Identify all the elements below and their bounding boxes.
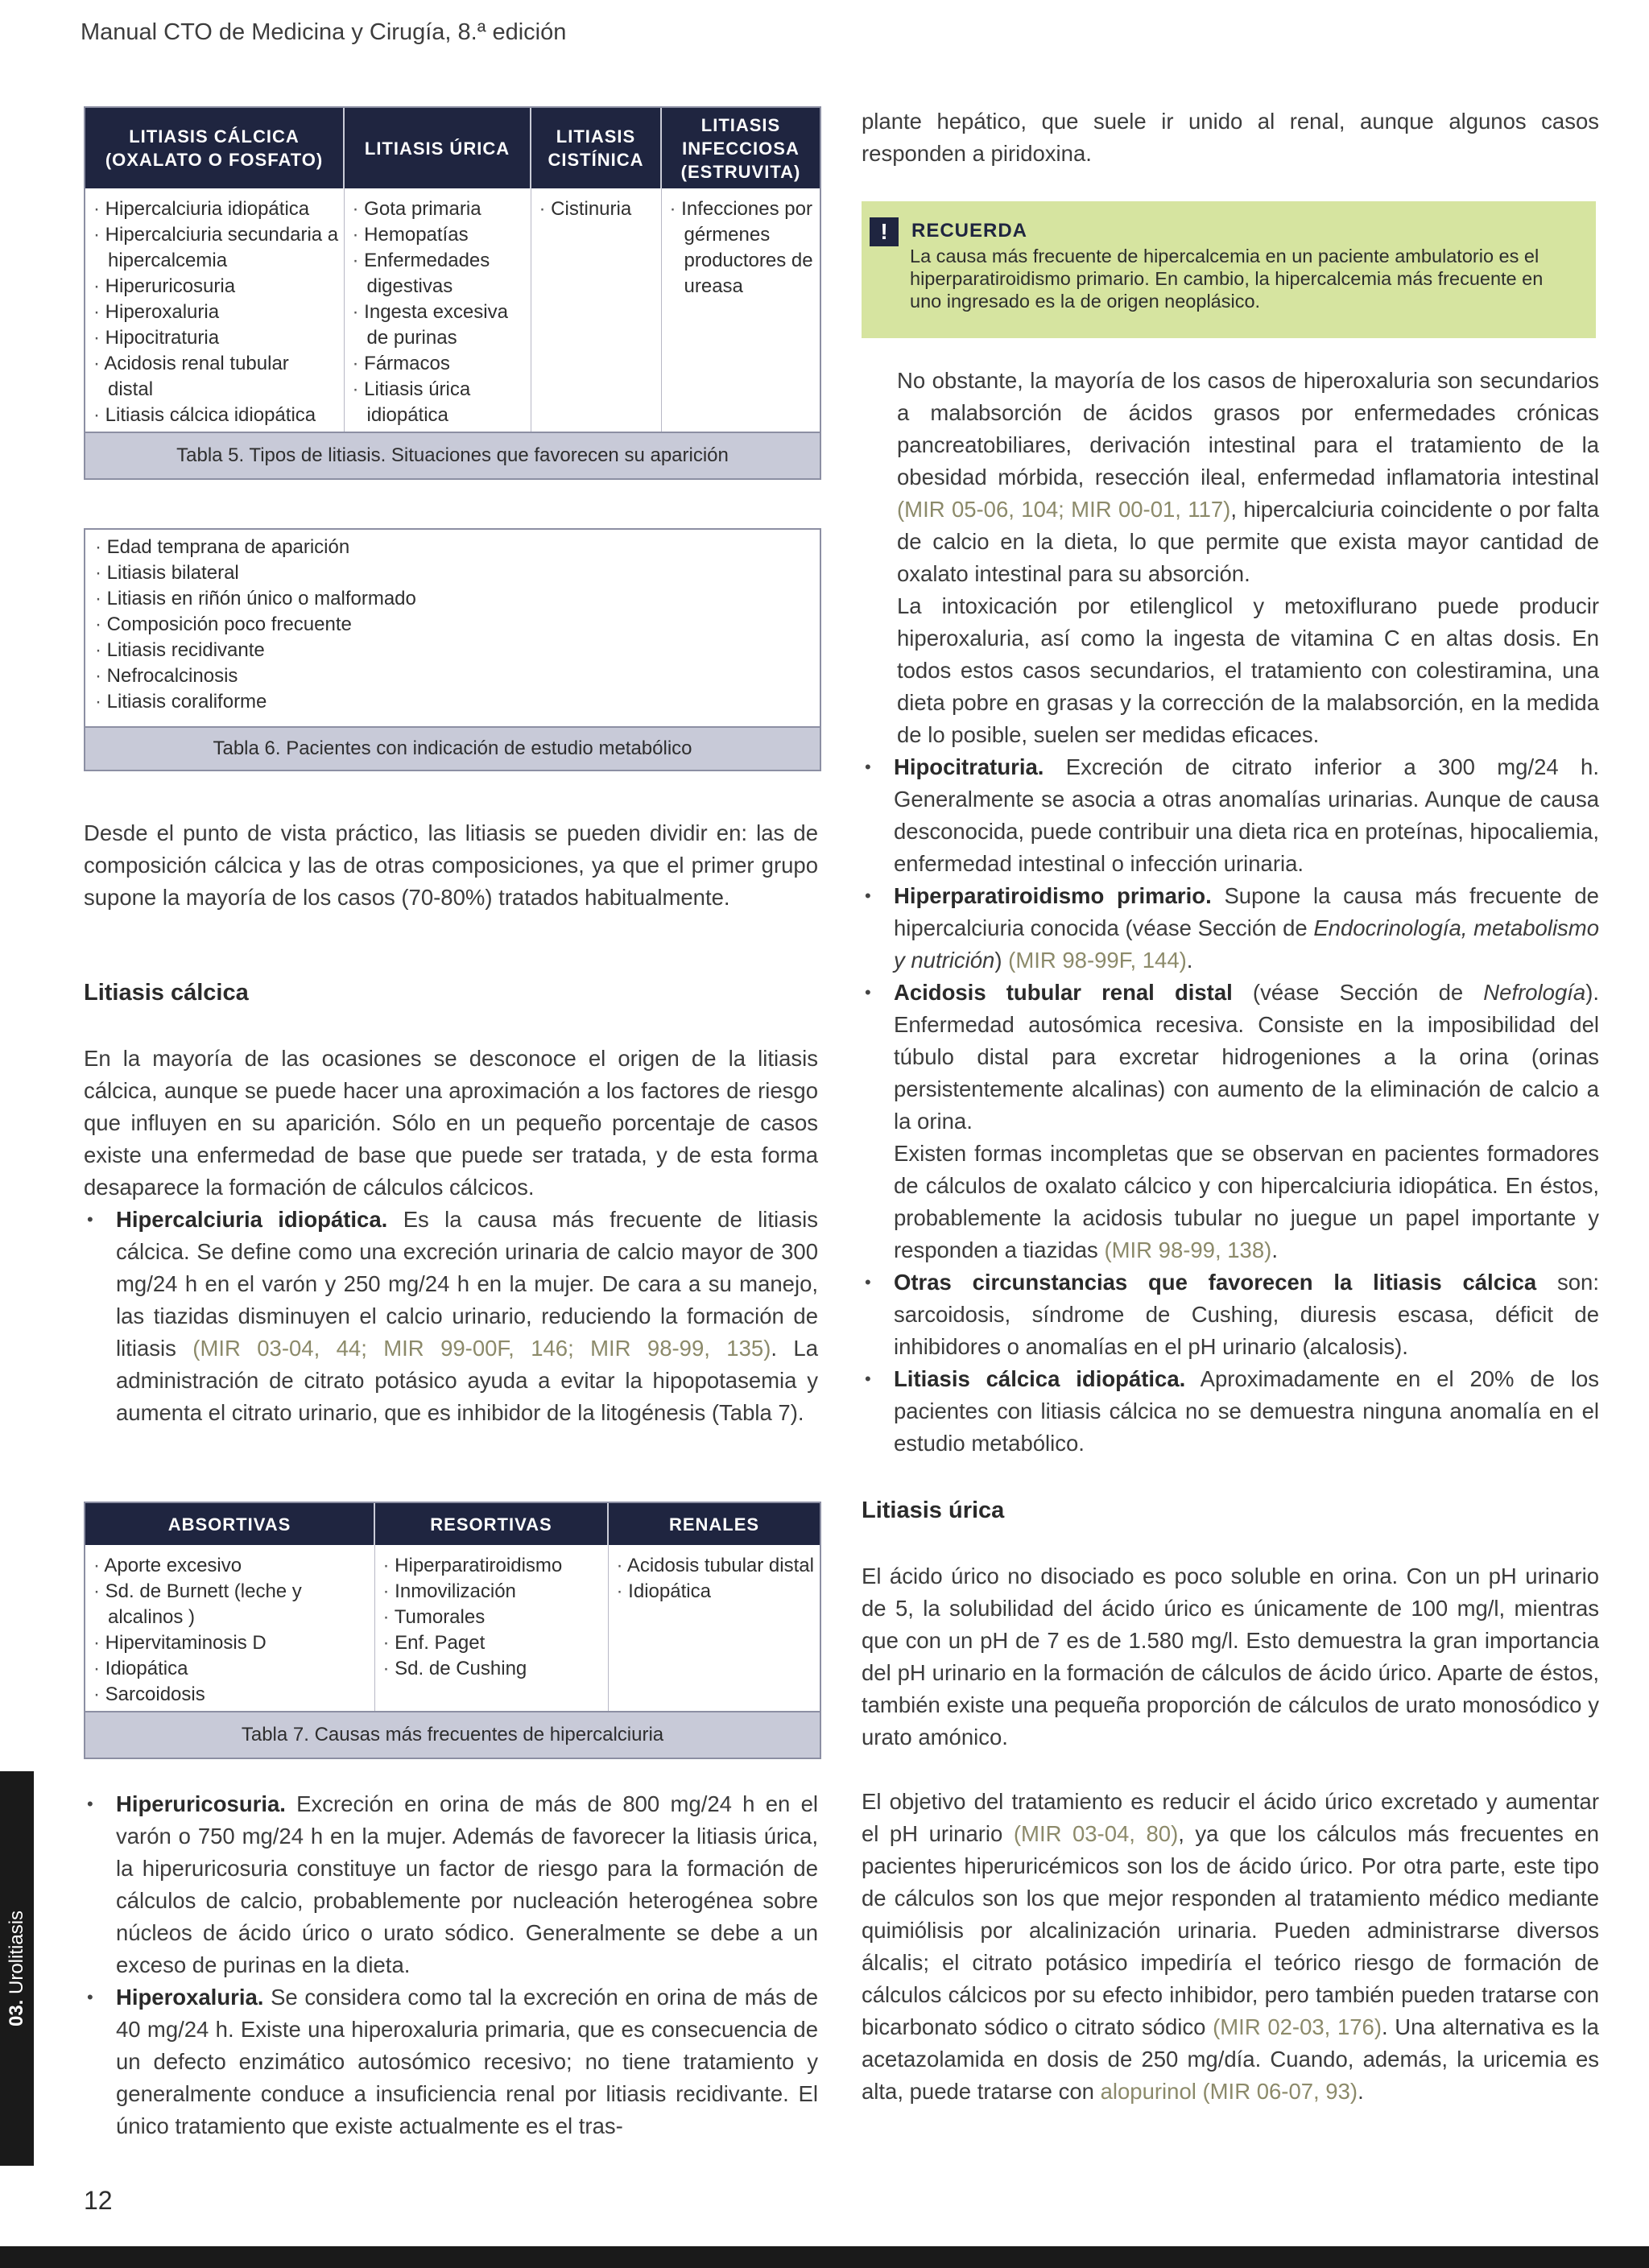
list-item: · Hipervitaminosis D bbox=[93, 1630, 370, 1656]
paragraph: La intoxicación por etilenglicol y metoxiflurano puede producir hiperoxaluria, así como la ingesta de vitamina C en altas dosis. En todos estos casos secundarios, el tratamiento con colestiramina, una dieta pobre en grasas y la corrección de la malabsorción, en la medida de lo posible, suelen ser medidas eficaces. bbox=[897, 593, 1599, 747]
continued-paragraph: plante hepático, que suele ir unido al renal, aunque algunos casos responden a piridoxina. bbox=[862, 109, 1599, 166]
list-item: · Inmovilización bbox=[383, 1579, 603, 1605]
list-item: · Litiasis úrica idiopática bbox=[353, 377, 526, 428]
list-item: • Litiasis cálcica idiopática. Aproximadamente en el 20% de los pacientes con litiasis cálcica no se demuestra ninguna anomalía en el estudio metabólico. bbox=[862, 1363, 1599, 1460]
table5-col-calcica bbox=[85, 188, 344, 432]
hiperoxaluria-continued bbox=[862, 365, 1599, 751]
list-item: · Hiperparatiroidismo bbox=[383, 1553, 603, 1579]
table-6 bbox=[84, 528, 821, 771]
table5-header: LITIASIS CÁLCICA (OXALATO O FOSFATO) bbox=[85, 108, 344, 188]
list-item: · Fármacos bbox=[353, 351, 526, 377]
table5-col-infecciosa bbox=[661, 188, 820, 432]
calcica-bullets-right bbox=[862, 751, 1599, 1460]
list-item: · Gota primaria bbox=[353, 196, 526, 222]
table5-header: LITIASIS CISTÍNICA bbox=[531, 108, 661, 188]
exclamation-icon: ! bbox=[870, 217, 899, 246]
table6-list bbox=[85, 530, 820, 726]
list-item: · Infecciones por gérmenes productores de ureasa bbox=[670, 196, 816, 300]
table7-col-renales bbox=[608, 1545, 820, 1711]
list-item: · Enf. Paget bbox=[383, 1630, 603, 1656]
list-item: · Aporte excesivo bbox=[93, 1553, 370, 1579]
section-heading-calcica: Litiasis cálcica bbox=[84, 980, 249, 1006]
calcica-bullets bbox=[84, 1204, 818, 1429]
list-item: • Acidosis tubular renal distal (véase Sección de Nefrología). Enfermedad autosómica recesiva. Consiste en la imposibilidad del túbulo distal para excretar hidrogeniones a la orina (orinas persistentemente alcalinas) con aumento de la eliminación de calcio a la orina. Existen formas incompletas que se observan en pacientes formadores de cálculos de oxalato cálcico y con hipercalciuria idiopática. En éstos, probablemente la acidosis tubular no juegue un papel importante y responden a tiazidas (MIR 98-99, 138). bbox=[862, 977, 1599, 1266]
paragraph: No obstante, la mayoría de los casos de hiperoxaluria son secundarios a malabsorción de ácidos grasos por enfermedades crónicas pancreatobiliares, derivación intestinal para el tratamiento de la obesidad mórbida, resección ileal, enfermedad inflamatoria intestinal (MIR 05-06, 104; MIR 00-01, 117), hipercalciuria coincidente o por falta de calcio en la dieta, lo que permite que exista mayor cantidad de oxalato intestinal para su absorción. bbox=[897, 368, 1599, 586]
table-7 bbox=[84, 1502, 821, 1759]
table7-header: RENALES bbox=[608, 1503, 820, 1545]
list-item: · Hipercalciuria secundaria a hipercalcemia bbox=[93, 222, 339, 274]
table5-header: LITIASIS INFECCIOSA (ESTRUVITA) bbox=[661, 108, 820, 188]
recuerda-text: La causa más frecuente de hipercalcemia en un paciente ambulatorio es el hiperparatiroidismo primario. En cambio, la hipercalcemia más frecuente en uno ingresado es la de origen neoplásico. bbox=[910, 246, 1544, 312]
table7-col-absortivas bbox=[85, 1545, 374, 1711]
running-header: Manual CTO de Medicina y Cirugía, 8.ª edición bbox=[81, 19, 567, 45]
list-item: • Hipocitraturia. Excreción de citrato inferior a 300 mg/24 h. Generalmente se asocia a otras anomalías urinarias. Aunque de causa desconocida, puede contribuir una dieta rica en proteínas, hipocaliemia, enfermedad intestinal o infección urinaria. bbox=[862, 751, 1599, 880]
list-item: · Idiopática bbox=[93, 1656, 370, 1682]
section-tab-label: 03. Urolitiasis bbox=[6, 1910, 27, 2027]
list-item: · Hemopatías bbox=[353, 222, 526, 248]
table5-col-urica bbox=[344, 188, 531, 432]
table-5 bbox=[84, 106, 821, 480]
table5-header: LITIASIS ÚRICA bbox=[344, 108, 531, 188]
list-item: · Nefrocalcinosis bbox=[95, 663, 810, 689]
table7-header: RESORTIVAS bbox=[374, 1503, 608, 1545]
calcica-paragraph: En la mayoría de las ocasiones se desconoce el origen de la litiasis cálcica, aunque se puede hacer una aproximación a los factores de riesgo que influyen en su aparición. Sólo en un pequeño porcentaje de casos existe una enfermedad de base que puede ser tratada, y de esta forma desaparece la formación de cálculos cálcicos. bbox=[84, 1046, 818, 1200]
list-item: · Cistinuria bbox=[539, 196, 656, 222]
list-item: · Idiopática bbox=[617, 1579, 816, 1605]
list-item: · Litiasis bilateral bbox=[95, 560, 810, 586]
list-item: · Litiasis cálcica idiopática bbox=[93, 403, 339, 428]
bottom-edge bbox=[0, 2246, 1649, 2268]
intro-paragraph: Desde el punto de vista práctico, las litiasis se pueden dividir en: las de composición cálcica y las de otras composiciones, ya que el primer grupo supone la mayoría de los casos (70-80%) tratados habitualmente. bbox=[84, 820, 818, 910]
page-number: 12 bbox=[84, 2186, 113, 2215]
list-item: · Hipocitraturia bbox=[93, 325, 339, 351]
list-item: · Sarcoidosis bbox=[93, 1682, 370, 1708]
list-item: · Hiperoxaluria bbox=[93, 300, 339, 325]
urica-paragraph-1: El ácido úrico no disociado es poco soluble en orina. Con un pH urinario de 5, la solubilidad del ácido úrico es únicamente de 100 mg/l, mientras que con un pH de 7 es de 1.580 mg/l. Esto demuestra la gran importancia del pH urinario en la formación de cálculos de ácido úrico. Aparte de éstos, también existe una pequeña proporción de cálculos de urato monosódico y urato amónico. bbox=[862, 1564, 1599, 1750]
recuerda-title: RECUERDA bbox=[911, 220, 1028, 242]
table5-col-cistinica bbox=[531, 188, 661, 432]
list-item: · Litiasis en riñón único o malformado bbox=[95, 586, 810, 612]
list-item: · Edad temprana de aparición bbox=[95, 535, 810, 560]
list-item: • Hiperparatiroidismo primario. Supone la causa más frecuente de hipercalciuria conocida (véase Sección de Endocrinología, metabolismo y nutrición) (MIR 98-99F, 144). bbox=[862, 880, 1599, 977]
list-item: · Litiasis recidivante bbox=[95, 638, 810, 663]
list-item: • Otras circunstancias que favorecen la litiasis cálcica son: sarcoidosis, síndrome de Cushing, diuresis escasa, déficit de inhibidores o anomalías en el pH urinario (alcalosis). bbox=[862, 1266, 1599, 1363]
table5-caption: Tabla 5. Tipos de litiasis. Situaciones que favorecen su aparición bbox=[85, 432, 820, 478]
list-item: · Sd. de Burnett (leche y alcalinos ) bbox=[93, 1579, 370, 1630]
list-item: • Hiperoxaluria. Se considera como tal la excreción en orina de más de 40 mg/24 h. Existe una hiperoxaluria primaria, que es consecuencia de un defecto enzimático autosómico recesivo; no tiene tratamiento y generalmente conduce a insuficiencia renal por litiasis recidivante. El único tratamiento que existe actualmente es el tras- bbox=[84, 1981, 818, 2142]
urica-paragraph-2: El objetivo del tratamiento es reducir el ácido úrico excretado y aumentar el pH urinario (MIR 03-04, 80), ya que los cálculos más frecuentes en pacientes hiperuricémicos son los de ácido úrico. Por otra parte, este tipo de cálculos son los que mejor responden al tratamiento médico mediante quimiólisis por alcalinización urinaria. Pueden administrarse diversos álcalis; el citrato potásico impediría el teórico riesgo de formación de cálculos cálcicos por su efecto inhibidor, pero también pueden tratarse con bicarbonato sódico o citrato sódico (MIR 02-03, 176). Una alternativa es la acetazolamida en dosis de 250 mg/día. Cuando, además, la uricemia es alta, puede tratarse con alopurinol (MIR 06-07, 93). bbox=[862, 1789, 1599, 2104]
list-item: • Hiperuricosuria. Excreción en orina de más de 800 mg/24 h en el varón o 750 mg/24 h en la mujer. Además de favorecer la litiasis úrica, la hiperuricosuria constituye un factor de riesgo para la formación de cálculos de calcio, probablemente por nucleación heterogénea sobre núcleos de ácido úrico o urato sódico. Generalmente se debe a un exceso de purinas en la dieta. bbox=[84, 1788, 818, 1981]
list-item: · Tumorales bbox=[383, 1605, 603, 1630]
list-item: · Hipercalciuria idiopática bbox=[93, 196, 339, 222]
table6-caption: Tabla 6. Pacientes con indicación de estudio metabólico bbox=[85, 726, 820, 770]
list-item: · Enfermedades digestivas bbox=[353, 248, 526, 300]
list-item: · Composición poco frecuente bbox=[95, 612, 810, 638]
calcica-bullets-2 bbox=[84, 1788, 818, 2142]
table7-caption: Tabla 7. Causas más frecuentes de hipercalciuria bbox=[85, 1711, 820, 1758]
list-item: · Hiperuricosuria bbox=[93, 274, 339, 300]
table7-col-resortivas bbox=[374, 1545, 608, 1711]
list-item: · Litiasis coraliforme bbox=[95, 689, 810, 715]
list-item: • Hipercalciuria idiopática. Es la causa más frecuente de litiasis cálcica. Se define como una excreción urinaria de calcio mayor de 300 mg/24 h en el varón y 250 mg/24 h en la mujer. De cara a su manejo, las tiazidas disminuyen el calcio urinario, reduciendo la formación de litiasis (MIR 03-04, 44; MIR 99-00F, 146; MIR 98-99, 135). La administración de citrato potásico ayuda a evitar la hipopotasemia y aumenta el citrato urinario, que es inhibidor de la litogénesis (Tabla 7). bbox=[84, 1204, 818, 1429]
list-item: · Acidosis renal tubular distal bbox=[93, 351, 339, 403]
table7-header: ABSORTIVAS bbox=[85, 1503, 374, 1545]
section-heading-urica: Litiasis úrica bbox=[862, 1498, 1005, 1523]
list-item: · Ingesta excesiva de purinas bbox=[353, 300, 526, 351]
list-item: · Acidosis tubular distal bbox=[617, 1553, 816, 1579]
list-item: · Sd. de Cushing bbox=[383, 1656, 603, 1682]
